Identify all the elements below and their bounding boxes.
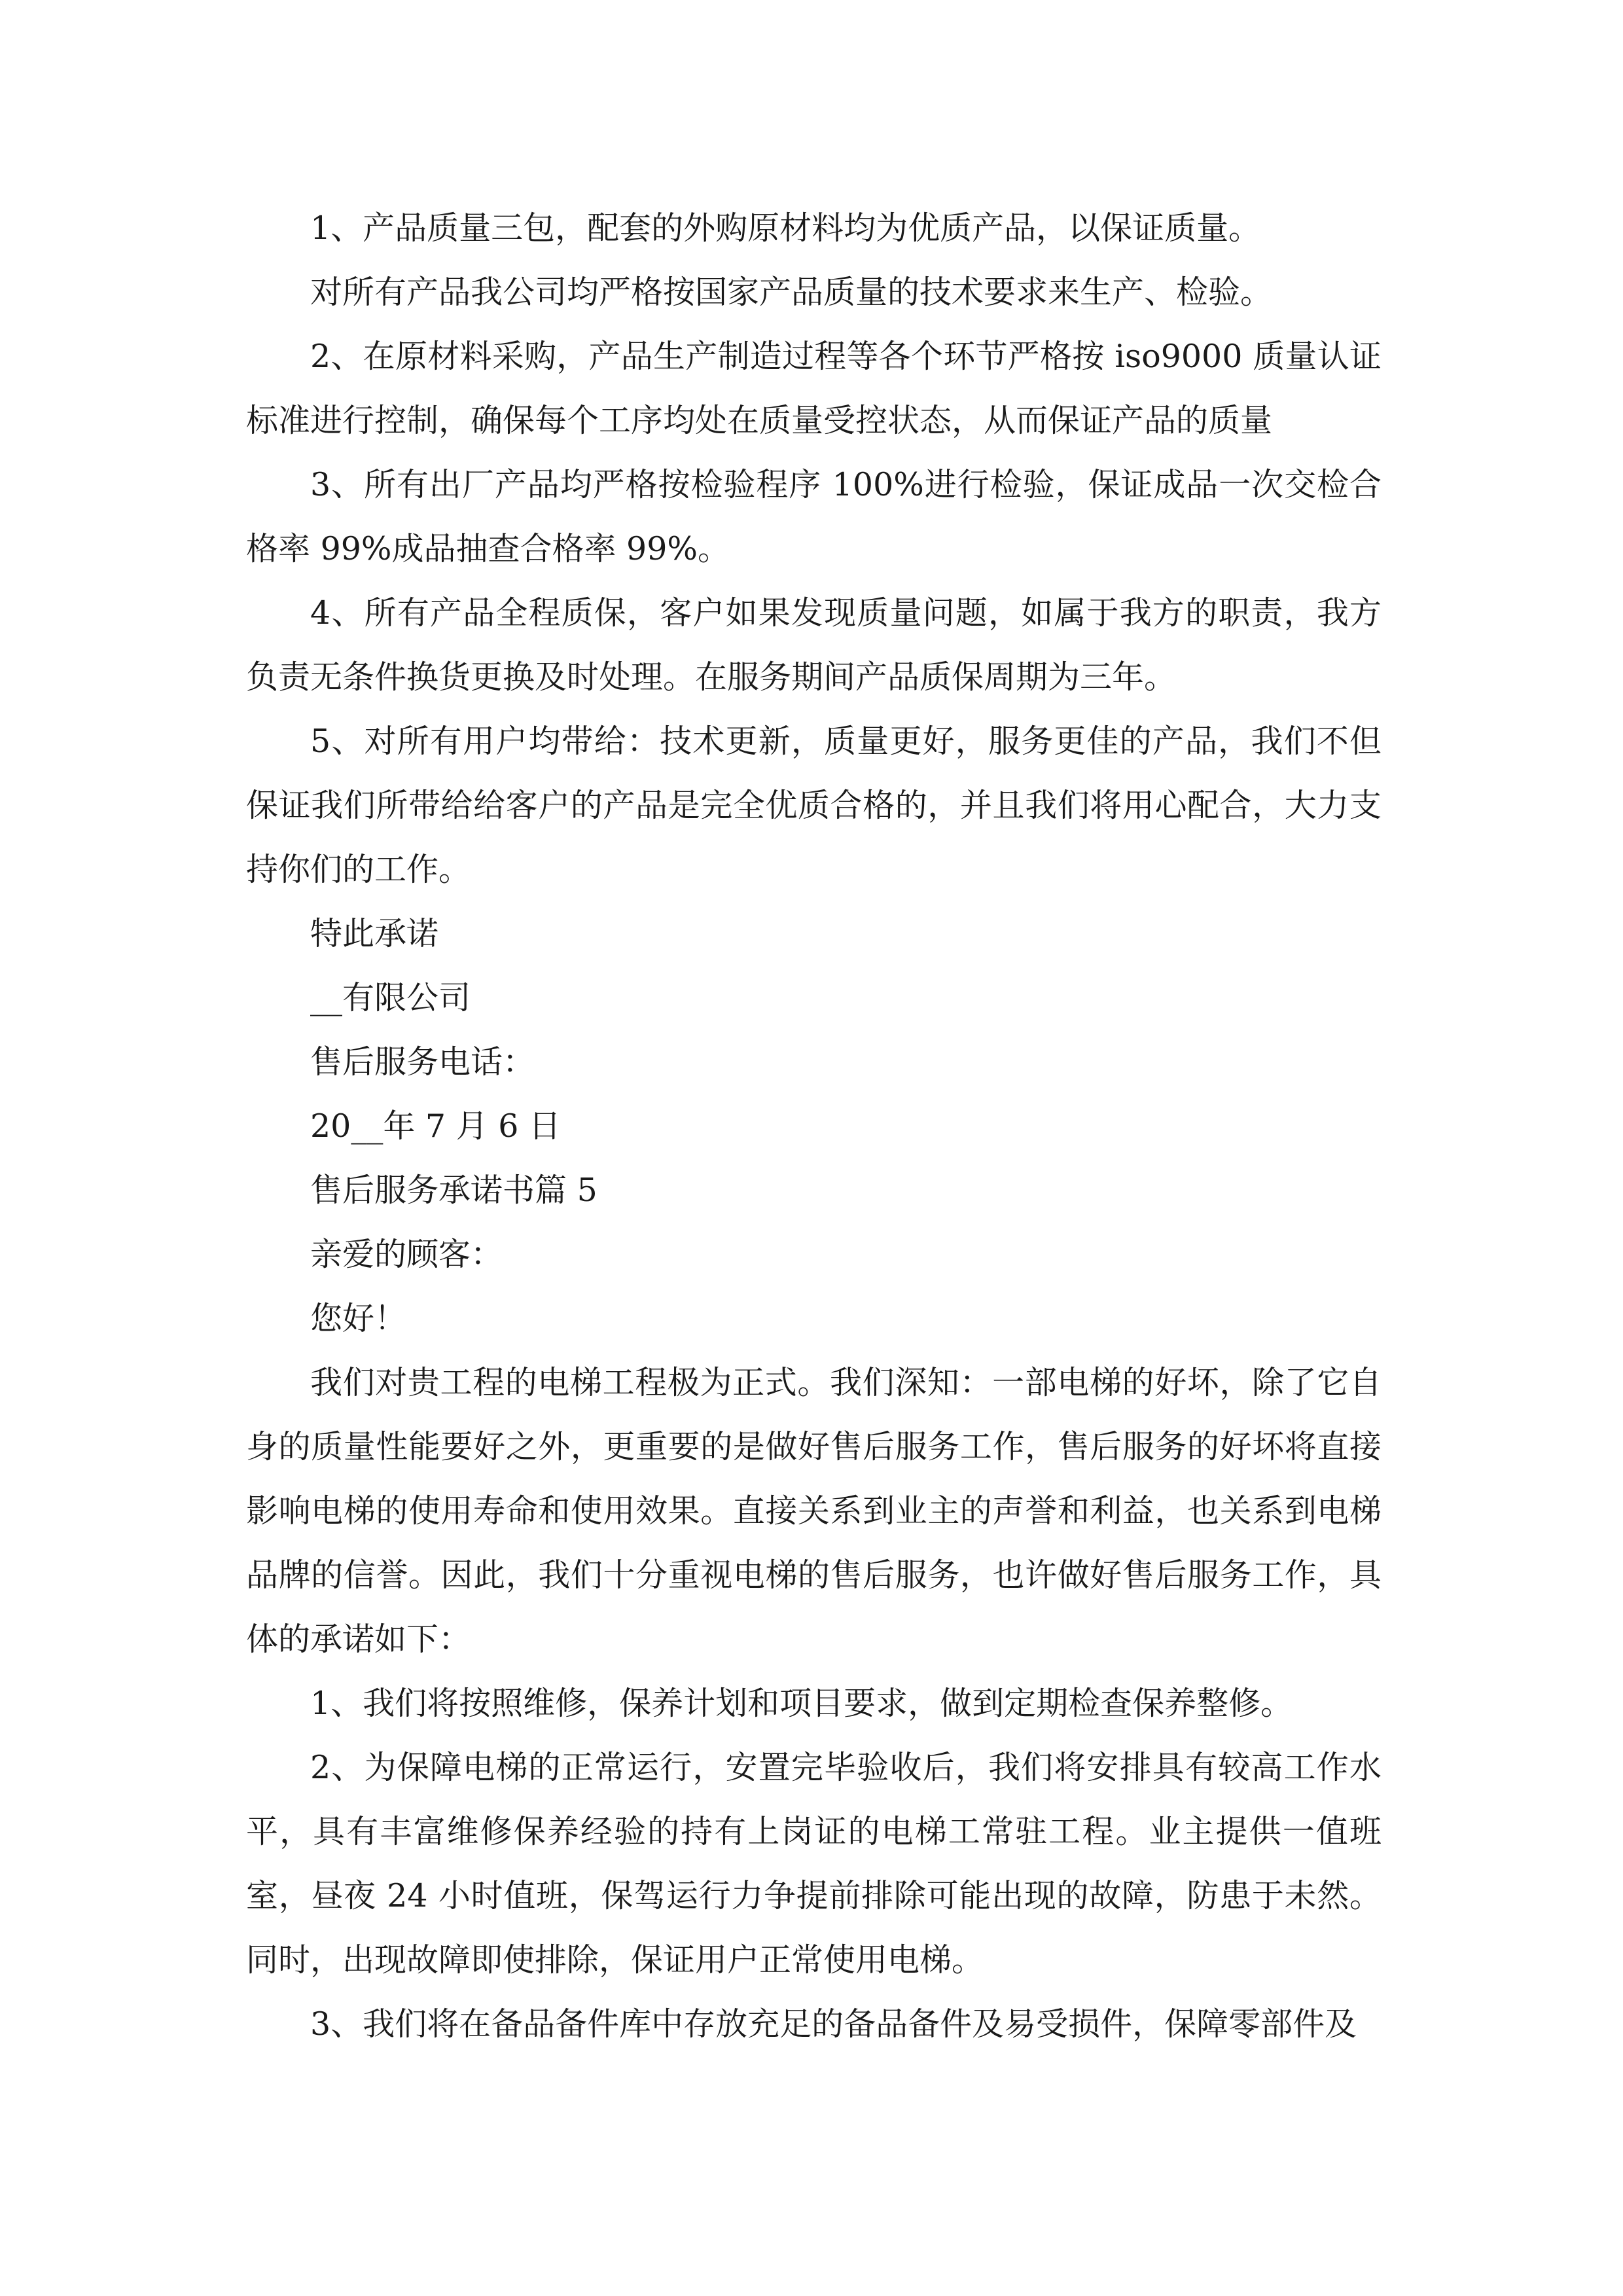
salutation: 亲爱的顾客： (310, 1236, 503, 1273)
paragraph-standards: 对所有产品我公司均严格按国家产品质量的技术要求来生产、检验。 (310, 274, 1273, 311)
closing-pledge: 特此承诺 (310, 915, 439, 952)
date-line: 20__年 7 月 6 日 (310, 1107, 562, 1145)
paragraph-warranty-2: 2、在原材料采购，产品生产制造过程等各个环节严格按 iso9000 质量认证标准进行控制，确保每个工序均处在质量受控状态，从而保证产品的质量 (246, 338, 1382, 439)
paragraph-warranty-1: 1、产品质量三包，配套的外购原材料均为优质产品，以保证质量。 (310, 209, 1261, 247)
paragraph-warranty-3: 3、所有出厂产品均严格按检验程序 100%进行检验，保证成品一次交检合格率 99%成品抽查合格率 99%。 (246, 466, 1382, 567)
greeting: 您好！ (310, 1300, 407, 1337)
section-title: 售后服务承诺书篇 5 (310, 1172, 597, 1209)
paragraph-commitment-2: 2、为保障电梯的正常运行，安置完毕验收后，我们将安排具有较高工作水平，具有丰富维修保养经验的持有上岗证的电梯工常驻工程。业主提供一值班室，昼夜 24 小时值班，保驾运行力争提前排除可能出现的故障，防患于未然。同时，出现故障即使排除，保证用户正常使用电梯。 (246, 1749, 1382, 1979)
service-phone: 售后服务电话： (310, 1043, 535, 1081)
paragraph-commitment-1: 1、我们将按照维修，保养计划和项目要求，做到定期检查保养整修。 (310, 1685, 1293, 1722)
paragraph-warranty-4: 4、所有产品全程质保，客户如果发现质量问题，如属于我方的职责，我方负责无条件换货更换及时处理。在服务期间产品质保周期为三年。 (246, 594, 1382, 696)
paragraph-warranty-5: 5、对所有用户均带给：技术更新，质量更好，服务更佳的产品，我们不但保证我们所带给给客户的产品是完全优质合格的，并且我们将用心配合，大力支持你们的工作。 (246, 723, 1382, 888)
paragraph-intro: 我们对贵工程的电梯工程极为正式。我们深知：一部电梯的好坏，除了它自身的质量性能要好之外，更重要的是做好售后服务工作，售后服务的好坏将直接影响电梯的使用寿命和使用效果。直接关系到业主的声誉和利益，也关系到电梯品牌的信誉。因此，我们十分重视电梯的售后服务，也许做好售后服务工作，具体的承诺如下： (246, 1364, 1382, 1658)
paragraph-commitment-3: 3、我们将在备品备件库中存放充足的备品备件及易受损件，保障零部件及 (310, 2005, 1357, 2043)
document-body (246, 196, 1382, 2056)
company-name: __有限公司 (310, 979, 471, 1016)
